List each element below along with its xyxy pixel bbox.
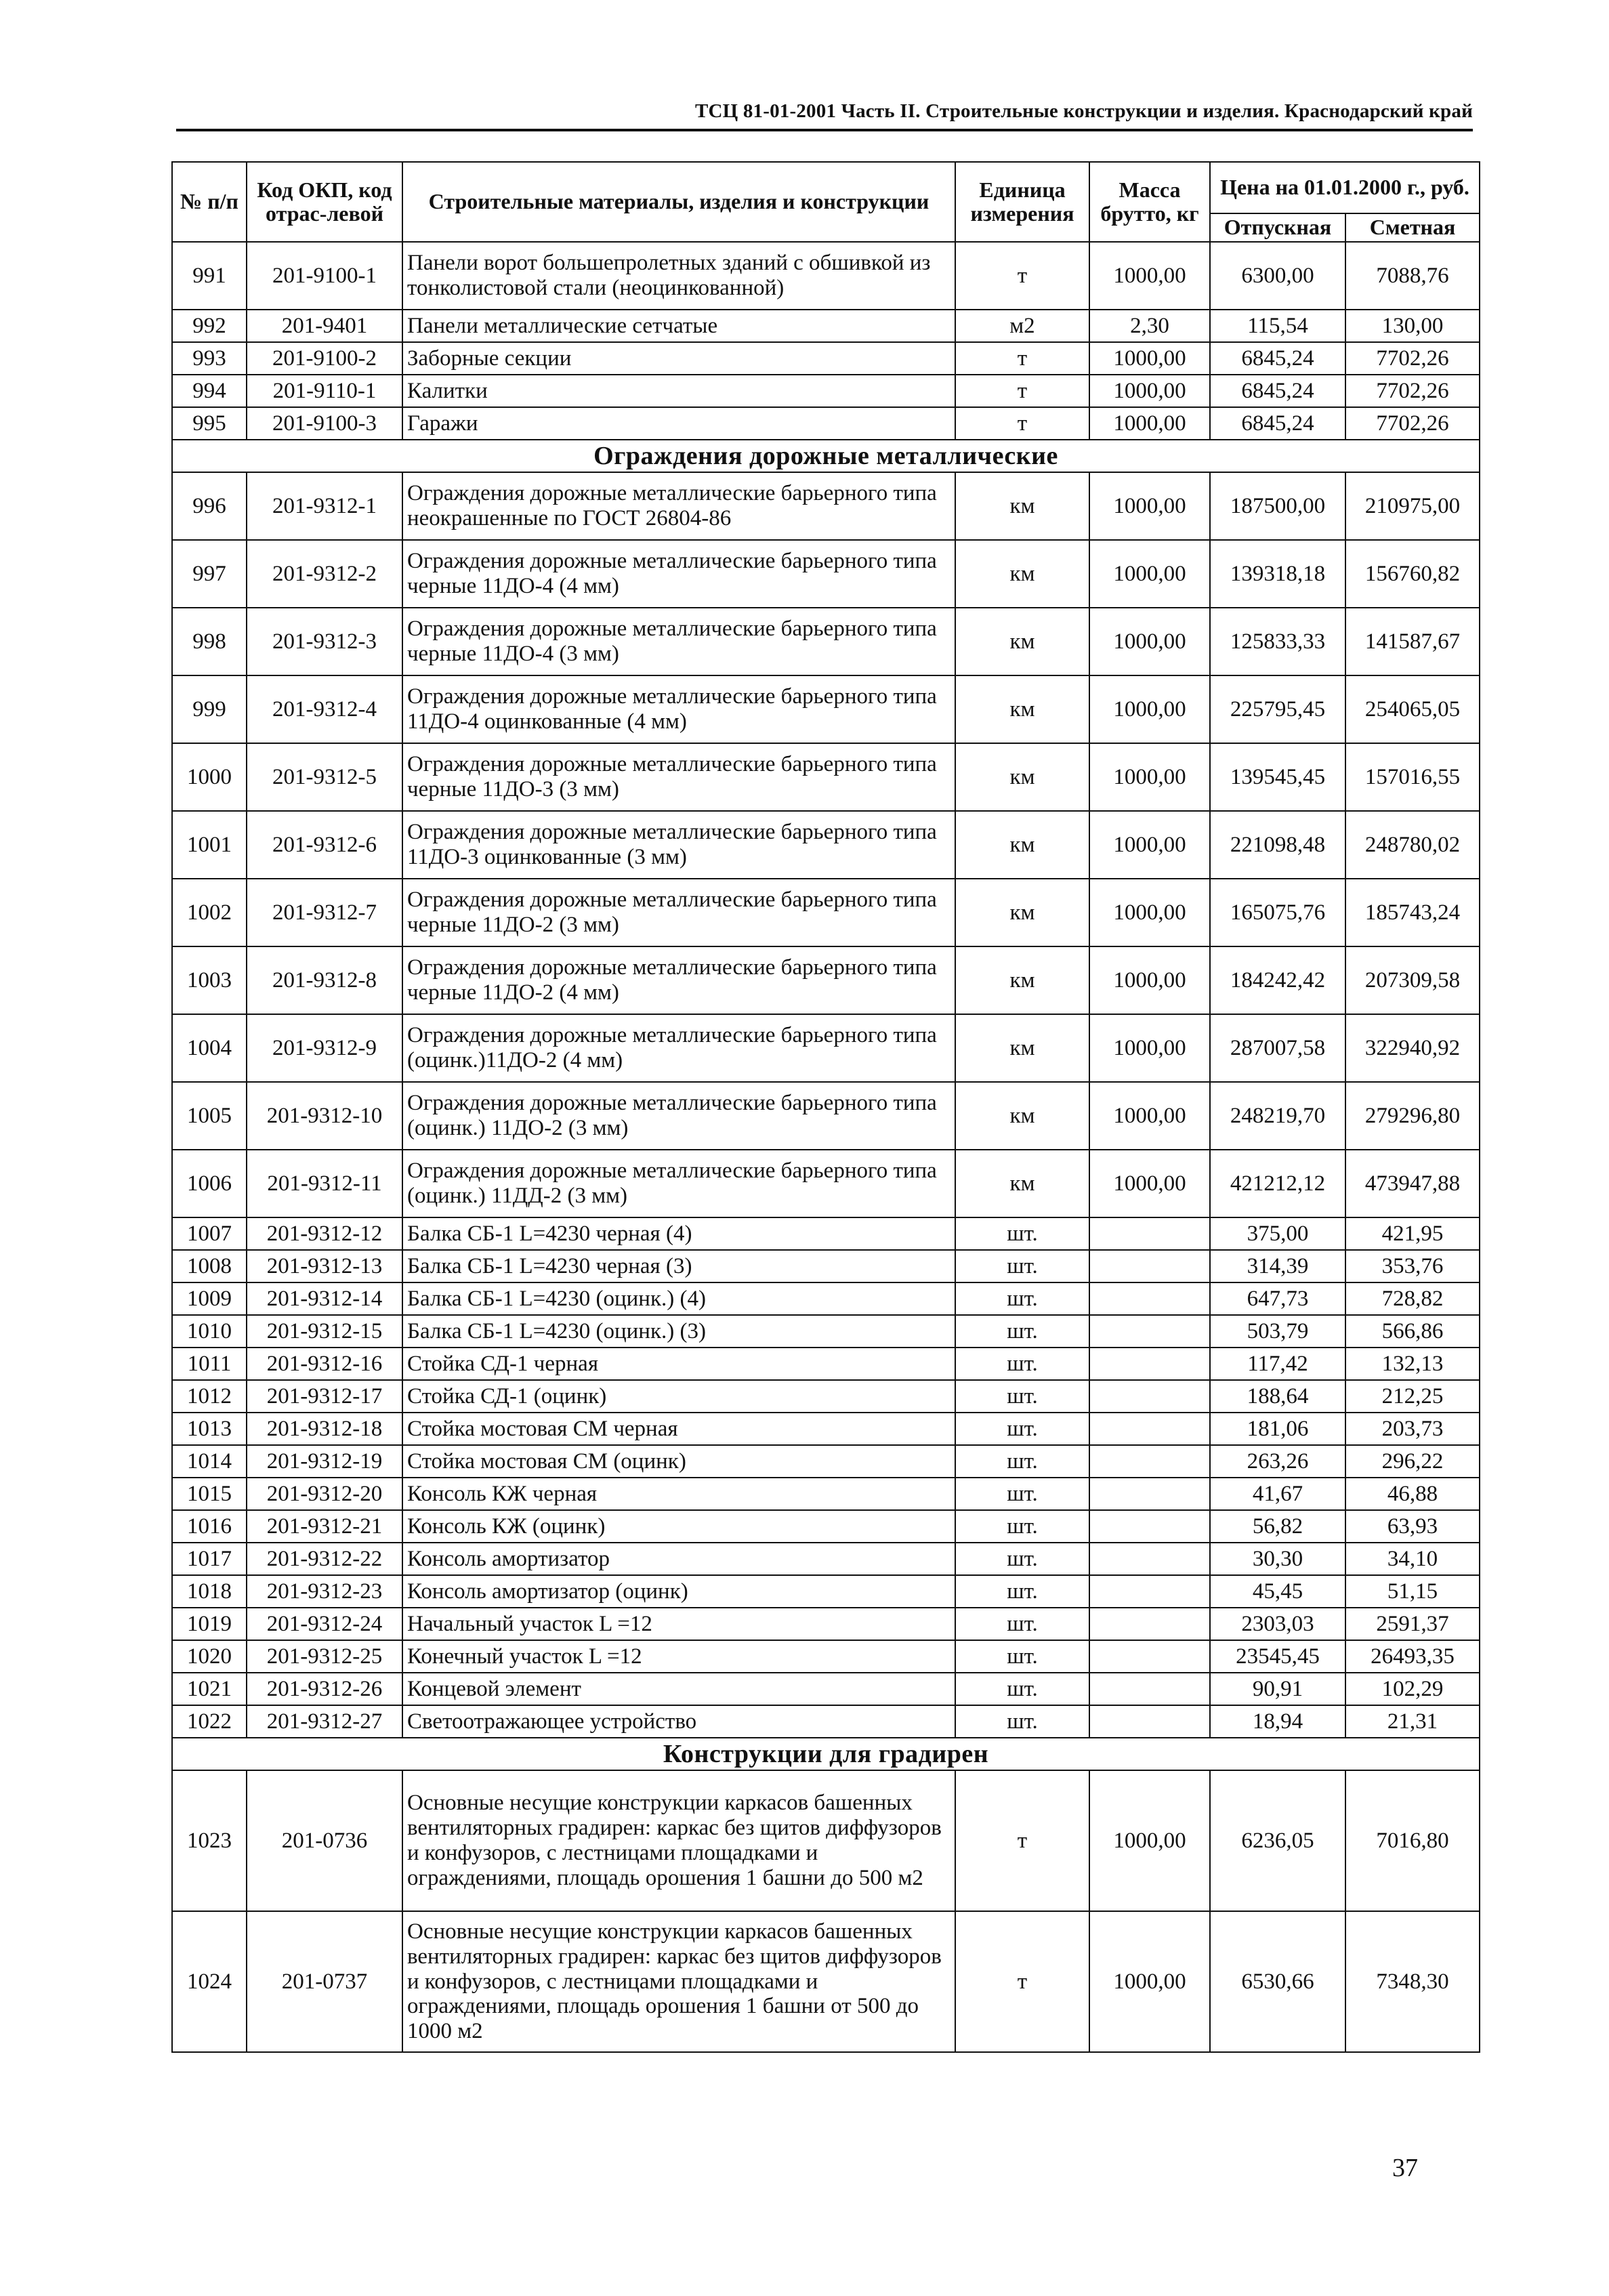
cell-price-estimate: 7348,30 [1345,1911,1480,2052]
cell-price-estimate: 63,93 [1345,1510,1480,1543]
table-row [172,1413,1480,1445]
cell-code: 201-9312-5 [247,743,402,811]
cell-price-release: 41,67 [1210,1478,1345,1510]
cell-code: 201-9312-25 [247,1640,402,1673]
cell-unit: км [955,1014,1089,1082]
cell-num: 1003 [172,946,247,1014]
cell-price-release: 6845,24 [1210,342,1345,375]
cell-num: 1008 [172,1250,247,1282]
cell-name: Консоль КЖ (оцинк) [402,1510,955,1543]
cell-price-estimate: 21,31 [1345,1705,1480,1738]
cell-mass: 1000,00 [1089,375,1210,407]
cell-price-estimate: 7016,80 [1345,1770,1480,1911]
cell-unit: шт. [955,1608,1089,1640]
cell-mass: 1000,00 [1089,743,1210,811]
cell-num: 992 [172,310,247,342]
cell-price-estimate: 7702,26 [1345,342,1480,375]
cell-mass: 1000,00 [1089,1014,1210,1082]
cell-name: Панели металлические сетчатые [402,310,955,342]
cell-num: 1013 [172,1413,247,1445]
cell-name: Конечный участок L =12 [402,1640,955,1673]
cell-unit: км [955,608,1089,675]
cell-code: 201-9312-2 [247,540,402,608]
cell-code: 201-0737 [247,1911,402,2052]
cell-name: Стойка СД-1 черная [402,1348,955,1380]
cell-code: 201-9312-26 [247,1673,402,1705]
cell-code: 201-0736 [247,1770,402,1911]
cell-code: 201-9312-19 [247,1445,402,1478]
table-row [172,375,1480,407]
cell-price-estimate: 728,82 [1345,1282,1480,1315]
cell-name: Стойка СД-1 (оцинк) [402,1380,955,1413]
cell-num: 1023 [172,1770,247,1911]
table-row [172,242,1480,310]
cell-price-estimate: 322940,92 [1345,1014,1480,1082]
cell-code: 201-9100-1 [247,242,402,310]
cell-mass: 1000,00 [1089,342,1210,375]
cell-unit: шт. [955,1478,1089,1510]
cell-mass: 1000,00 [1089,608,1210,675]
cell-unit: шт. [955,1543,1089,1575]
section-title: Конструкции для градирен [172,1738,1480,1770]
cell-code: 201-9100-2 [247,342,402,375]
cell-price-estimate: 157016,55 [1345,743,1480,811]
cell-unit: т [955,1911,1089,2052]
cell-unit: км [955,1150,1089,1217]
cell-num: 1006 [172,1150,247,1217]
cell-mass: 1000,00 [1089,946,1210,1014]
cell-name: Основные несущие конструкции каркасов башенных вентиляторных градирен: каркас без щитов диффузоров и конфузоров, с лестницами площадками и ограждениями, площадь орошения 1 башни от 500 до 1000 м2 [402,1911,955,2052]
cell-price-release: 647,73 [1210,1282,1345,1315]
cell-name: Ограждения дорожные металлические барьерного типа (оцинк.)11ДО-2 (4 мм) [402,1014,955,1082]
cell-price-release: 184242,42 [1210,946,1345,1014]
cell-num: 997 [172,540,247,608]
cell-code: 201-9312-4 [247,675,402,743]
section-header-row [172,1738,1480,1770]
cell-mass [1089,1478,1210,1510]
cell-unit: км [955,946,1089,1014]
cell-unit: шт. [955,1640,1089,1673]
cell-price-release: 248219,70 [1210,1082,1345,1150]
cell-name: Стойка мостовая СМ (оцинк) [402,1445,955,1478]
cell-num: 1020 [172,1640,247,1673]
cell-mass: 1000,00 [1089,811,1210,879]
cell-name: Ограждения дорожные металлические барьерного типа (оцинк.) 11ДД-2 (3 мм) [402,1150,955,1217]
cell-price-release: 375,00 [1210,1217,1345,1250]
table-row [172,1608,1480,1640]
cell-name: Гаражи [402,407,955,440]
cell-price-release: 6845,24 [1210,407,1345,440]
cell-price-estimate: 46,88 [1345,1478,1480,1510]
table-row [172,1282,1480,1315]
table-row [172,1575,1480,1608]
table-row [172,1014,1480,1082]
cell-price-release: 23545,45 [1210,1640,1345,1673]
cell-price-estimate: 102,29 [1345,1673,1480,1705]
cell-code: 201-9312-10 [247,1082,402,1150]
running-header: ТСЦ 81-01-2001 Часть II. Строительные конструкции и изделия. Краснодарский край [694,100,1473,122]
cell-name: Ограждения дорожные металлические барьерного типа черные 11ДО-2 (4 мм) [402,946,955,1014]
table-row [172,310,1480,342]
table-row [172,1673,1480,1705]
cell-unit: т [955,407,1089,440]
cell-mass [1089,1640,1210,1673]
cell-price-estimate: 210975,00 [1345,472,1480,540]
cell-price-release: 18,94 [1210,1705,1345,1738]
cell-price-estimate: 132,13 [1345,1348,1480,1380]
cell-price-release: 314,39 [1210,1250,1345,1282]
cell-code: 201-9312-1 [247,472,402,540]
cell-mass [1089,1250,1210,1282]
cell-name: Ограждения дорожные металлические барьерного типа 11ДО-4 оцинкованные (4 мм) [402,675,955,743]
cell-price-estimate: 141587,67 [1345,608,1480,675]
header-mass: Масса брутто, кг [1089,162,1210,242]
cell-mass [1089,1217,1210,1250]
cell-price-estimate: 279296,80 [1345,1082,1480,1150]
table-row [172,1082,1480,1150]
cell-price-estimate: 353,76 [1345,1250,1480,1282]
cell-unit: шт. [955,1250,1089,1282]
cell-mass: 1000,00 [1089,879,1210,946]
cell-mass [1089,1282,1210,1315]
cell-price-estimate: 254065,05 [1345,675,1480,743]
cell-num: 1007 [172,1217,247,1250]
cell-price-release: 6300,00 [1210,242,1345,310]
cell-price-estimate: 7088,76 [1345,242,1480,310]
cell-num: 995 [172,407,247,440]
table-row [172,1348,1480,1380]
cell-name: Балка СБ-1 L=4230 черная (3) [402,1250,955,1282]
cell-price-release: 503,79 [1210,1315,1345,1348]
cell-mass [1089,1510,1210,1543]
cell-name: Светоотражающее устройство [402,1705,955,1738]
section-title: Ограждения дорожные металлические [172,440,1480,472]
cell-unit: т [955,1770,1089,1911]
cell-unit: км [955,1082,1089,1150]
cell-unit: шт. [955,1282,1089,1315]
cell-name: Ограждения дорожные металлические барьерного типа черные 11ДО-4 (3 мм) [402,608,955,675]
cell-price-estimate: 7702,26 [1345,375,1480,407]
cell-num: 996 [172,472,247,540]
cell-code: 201-9312-23 [247,1575,402,1608]
table-row [172,675,1480,743]
cell-name: Ограждения дорожные металлические барьерного типа 11ДО-3 оцинкованные (3 мм) [402,811,955,879]
cell-mass: 1000,00 [1089,1911,1210,2052]
cell-mass: 1000,00 [1089,1082,1210,1150]
header-rule [176,129,1473,131]
cell-num: 1012 [172,1380,247,1413]
cell-price-estimate: 2591,37 [1345,1608,1480,1640]
cell-num: 1010 [172,1315,247,1348]
cell-name: Консоль КЖ черная [402,1478,955,1510]
cell-name: Ограждения дорожные металлические барьерного типа черные 11ДО-2 (3 мм) [402,879,955,946]
cell-unit: шт. [955,1413,1089,1445]
price-table [171,161,1480,2053]
cell-num: 1011 [172,1348,247,1380]
cell-code: 201-9312-12 [247,1217,402,1250]
header-price-estimate: Сметная [1345,213,1480,242]
cell-num: 1016 [172,1510,247,1543]
cell-num: 1004 [172,1014,247,1082]
cell-unit: км [955,811,1089,879]
cell-unit: км [955,879,1089,946]
cell-name: Ограждения дорожные металлические барьерного типа черные 11ДО-3 (3 мм) [402,743,955,811]
cell-code: 201-9312-3 [247,608,402,675]
cell-mass: 1000,00 [1089,675,1210,743]
table-row [172,1911,1480,2052]
cell-mass: 1000,00 [1089,472,1210,540]
table-row [172,1510,1480,1543]
cell-mass: 1000,00 [1089,407,1210,440]
cell-mass [1089,1673,1210,1705]
cell-price-estimate: 130,00 [1345,310,1480,342]
table-row [172,1705,1480,1738]
table-row [172,1478,1480,1510]
table-row [172,407,1480,440]
header-num: № п/п [172,162,247,242]
cell-unit: км [955,472,1089,540]
cell-unit: шт. [955,1510,1089,1543]
cell-price-estimate: 421,95 [1345,1217,1480,1250]
cell-price-estimate: 212,25 [1345,1380,1480,1413]
cell-mass: 2,30 [1089,310,1210,342]
cell-price-release: 6236,05 [1210,1770,1345,1911]
cell-name: Консоль амортизатор (оцинк) [402,1575,955,1608]
cell-code: 201-9312-16 [247,1348,402,1380]
cell-price-release: 221098,48 [1210,811,1345,879]
cell-unit: шт. [955,1575,1089,1608]
cell-num: 1015 [172,1478,247,1510]
table-row [172,743,1480,811]
cell-name: Панели ворот большепролетных зданий с обшивкой из тонколистовой стали (неоцинкованной) [402,242,955,310]
cell-unit: т [955,342,1089,375]
cell-code: 201-9312-17 [247,1380,402,1413]
cell-code: 201-9312-11 [247,1150,402,1217]
cell-num: 1017 [172,1543,247,1575]
cell-price-release: 45,45 [1210,1575,1345,1608]
cell-code: 201-9312-7 [247,879,402,946]
table-row [172,1640,1480,1673]
cell-code: 201-9312-14 [247,1282,402,1315]
cell-mass: 1000,00 [1089,1770,1210,1911]
cell-num: 998 [172,608,247,675]
cell-code: 201-9312-20 [247,1478,402,1510]
cell-price-estimate: 156760,82 [1345,540,1480,608]
cell-mass [1089,1543,1210,1575]
cell-code: 201-9312-22 [247,1543,402,1575]
cell-mass [1089,1445,1210,1478]
cell-name: Заборные секции [402,342,955,375]
cell-name: Начальный участок L =12 [402,1608,955,1640]
cell-num: 993 [172,342,247,375]
cell-price-release: 125833,33 [1210,608,1345,675]
cell-price-release: 139545,45 [1210,743,1345,811]
cell-unit: т [955,375,1089,407]
cell-mass [1089,1608,1210,1640]
table-row [172,342,1480,375]
cell-price-release: 30,30 [1210,1543,1345,1575]
cell-unit: шт. [955,1445,1089,1478]
cell-price-release: 117,42 [1210,1348,1345,1380]
cell-code: 201-9312-21 [247,1510,402,1543]
cell-unit: м2 [955,310,1089,342]
cell-code: 201-9312-6 [247,811,402,879]
cell-num: 1009 [172,1282,247,1315]
table-row [172,946,1480,1014]
cell-num: 1021 [172,1673,247,1705]
cell-code: 201-9312-27 [247,1705,402,1738]
cell-unit: шт. [955,1380,1089,1413]
cell-num: 1014 [172,1445,247,1478]
table-row [172,1770,1480,1911]
cell-price-release: 6530,66 [1210,1911,1345,2052]
cell-price-estimate: 296,22 [1345,1445,1480,1478]
cell-price-estimate: 203,73 [1345,1413,1480,1445]
cell-price-release: 225795,45 [1210,675,1345,743]
cell-num: 1019 [172,1608,247,1640]
cell-name: Калитки [402,375,955,407]
cell-price-estimate: 566,86 [1345,1315,1480,1348]
header-unit: Единица измерения [955,162,1089,242]
cell-num: 994 [172,375,247,407]
header-price-release: Отпускная [1210,213,1345,242]
table-body [172,242,1480,2052]
cell-mass [1089,1348,1210,1380]
cell-price-estimate: 207309,58 [1345,946,1480,1014]
cell-price-estimate: 26493,35 [1345,1640,1480,1673]
cell-name: Стойка мостовая СМ черная [402,1413,955,1445]
table-row [172,879,1480,946]
cell-unit: шт. [955,1315,1089,1348]
cell-num: 1022 [172,1705,247,1738]
cell-unit: шт. [955,1673,1089,1705]
cell-mass [1089,1705,1210,1738]
cell-mass [1089,1575,1210,1608]
cell-price-release: 56,82 [1210,1510,1345,1543]
cell-unit: т [955,242,1089,310]
cell-code: 201-9110-1 [247,375,402,407]
cell-num: 991 [172,242,247,310]
cell-unit: км [955,675,1089,743]
cell-unit: км [955,540,1089,608]
table-row [172,1380,1480,1413]
cell-num: 1001 [172,811,247,879]
cell-price-release: 139318,18 [1210,540,1345,608]
cell-price-release: 115,54 [1210,310,1345,342]
table-row [172,472,1480,540]
cell-num: 999 [172,675,247,743]
cell-code: 201-9312-13 [247,1250,402,1282]
cell-code: 201-9100-3 [247,407,402,440]
cell-price-release: 181,06 [1210,1413,1345,1445]
cell-price-estimate: 248780,02 [1345,811,1480,879]
cell-unit: км [955,743,1089,811]
cell-name: Балка СБ-1 L=4230 (оцинк.) (4) [402,1282,955,1315]
cell-price-release: 90,91 [1210,1673,1345,1705]
cell-price-estimate: 473947,88 [1345,1150,1480,1217]
cell-mass [1089,1315,1210,1348]
table-row [172,1250,1480,1282]
cell-price-estimate: 7702,26 [1345,407,1480,440]
cell-mass: 1000,00 [1089,1150,1210,1217]
cell-price-release: 287007,58 [1210,1014,1345,1082]
cell-price-release: 165075,76 [1210,879,1345,946]
cell-unit: шт. [955,1348,1089,1380]
cell-name: Концевой элемент [402,1673,955,1705]
cell-num: 1002 [172,879,247,946]
page-number: 37 [1392,2154,1418,2182]
cell-name: Основные несущие конструкции каркасов башенных вентиляторных градирен: каркас без щитов диффузоров и конфузоров, с лестницами площадками и ограждениями, площадь орошения 1 башни до 500 м2 [402,1770,955,1911]
cell-code: 201-9312-15 [247,1315,402,1348]
table-row [172,1315,1480,1348]
cell-code: 201-9401 [247,310,402,342]
cell-price-release: 188,64 [1210,1380,1345,1413]
cell-mass: 1000,00 [1089,540,1210,608]
table-row [172,1150,1480,1217]
cell-name: Ограждения дорожные металлические барьерного типа черные 11ДО-4 (4 мм) [402,540,955,608]
header-code: Код ОКП, код отрас-левой [247,162,402,242]
cell-name: Ограждения дорожные металлические барьерного типа (оцинк.) 11ДО-2 (3 мм) [402,1082,955,1150]
cell-price-release: 263,26 [1210,1445,1345,1478]
cell-unit: шт. [955,1705,1089,1738]
cell-num: 1024 [172,1911,247,2052]
table-row [172,1217,1480,1250]
cell-code: 201-9312-9 [247,1014,402,1082]
cell-price-release: 187500,00 [1210,472,1345,540]
cell-price-release: 421212,12 [1210,1150,1345,1217]
header-name: Строительные материалы, изделия и конструкции [402,162,955,242]
table-row [172,608,1480,675]
cell-name: Балка СБ-1 L=4230 черная (4) [402,1217,955,1250]
cell-price-estimate: 185743,24 [1345,879,1480,946]
cell-price-estimate: 34,10 [1345,1543,1480,1575]
cell-mass [1089,1380,1210,1413]
cell-price-release: 2303,03 [1210,1608,1345,1640]
cell-num: 1018 [172,1575,247,1608]
cell-unit: шт. [955,1217,1089,1250]
cell-name: Консоль амортизатор [402,1543,955,1575]
table-row [172,811,1480,879]
cell-price-estimate: 51,15 [1345,1575,1480,1608]
cell-code: 201-9312-24 [247,1608,402,1640]
table-row [172,1445,1480,1478]
cell-code: 201-9312-8 [247,946,402,1014]
cell-price-release: 6845,24 [1210,375,1345,407]
cell-name: Ограждения дорожные металлические барьерного типа неокрашенные по ГОСТ 26804-86 [402,472,955,540]
cell-mass: 1000,00 [1089,242,1210,310]
cell-mass [1089,1413,1210,1445]
cell-num: 1005 [172,1082,247,1150]
section-header-row [172,440,1480,472]
cell-num: 1000 [172,743,247,811]
header-price-group: Цена на 01.01.2000 г., руб. [1210,162,1480,213]
cell-code: 201-9312-18 [247,1413,402,1445]
table-row [172,1543,1480,1575]
table-row [172,540,1480,608]
cell-name: Балка СБ-1 L=4230 (оцинк.) (3) [402,1315,955,1348]
